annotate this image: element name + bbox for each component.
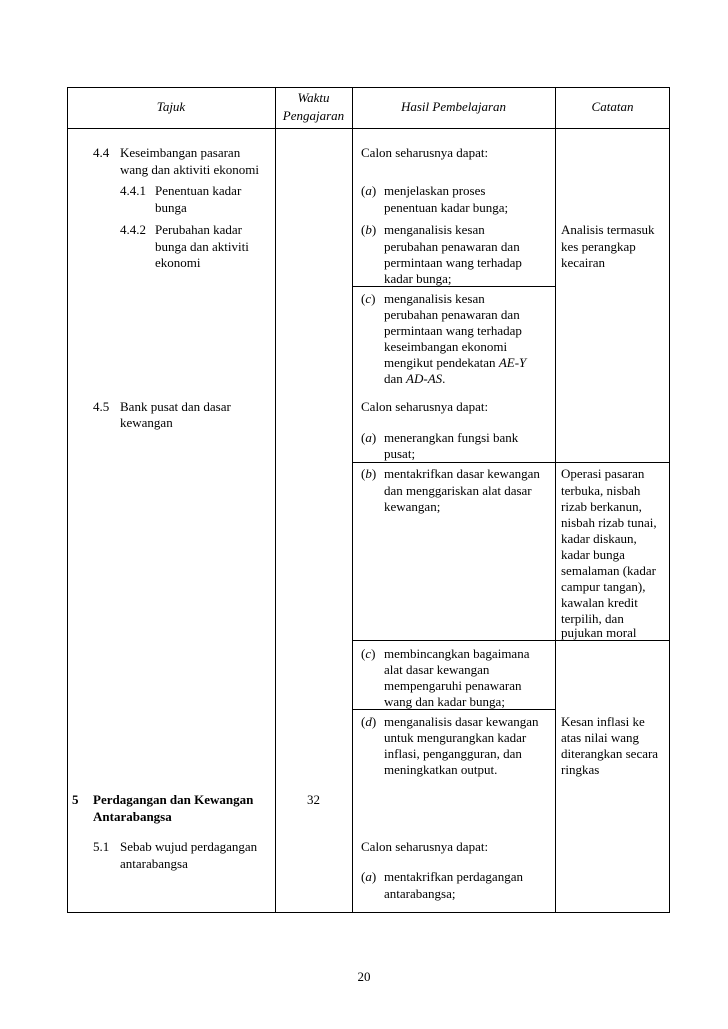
row-rule <box>352 462 670 463</box>
outcome-text: wang dan kadar bunga; <box>384 694 505 709</box>
note-text: semalaman (kadar <box>561 563 656 578</box>
column-divider <box>352 87 353 913</box>
note-text: diterangkan secara <box>561 746 659 761</box>
outcome-text: permintaan wang terhadap <box>384 323 522 338</box>
outcome-text: kewangan; <box>384 499 441 514</box>
outcome-intro: Calon seharusnya dapat: <box>361 399 489 414</box>
outcome-label: c <box>365 646 372 661</box>
note-text: kadar bunga <box>561 547 625 562</box>
outcome-text: menerangkan fungsi bank <box>384 430 519 445</box>
outcome-text: mentakrifkan dasar kewangan <box>384 466 540 481</box>
topic-title: antarabangsa <box>120 856 188 871</box>
note-text: nisbah rizab tunai, <box>561 515 657 530</box>
outcome-text: permintaan wang terhadap <box>384 255 522 270</box>
outcome-text: perubahan penawaran dan <box>384 239 520 254</box>
note-text: Operasi pasaran <box>561 466 645 481</box>
header-hasil-pembelajaran: Hasil Pembelajaran <box>400 99 507 114</box>
header-catatan: Catatan <box>591 99 634 114</box>
outcome-label: c <box>365 291 372 306</box>
row-rule <box>352 286 555 287</box>
header-pengajaran: Pengajaran <box>282 108 345 123</box>
chapter-title: Perdagangan dan Kewangan <box>93 792 254 807</box>
outcome-text: mempengaruhi penawaran <box>384 678 522 693</box>
topic-title: Bank pusat dan dasar <box>120 399 231 414</box>
outcome-text: inflasi, pengangguran, dan <box>384 746 522 761</box>
outcome-text: perubahan penawaran dan <box>384 307 520 322</box>
topic-title: kewangan <box>120 415 173 430</box>
header-tajuk: Tajuk <box>156 99 186 114</box>
outcome-intro: Calon seharusnya dapat: <box>361 145 489 160</box>
outcome-text: keseimbangan ekonomi <box>384 339 508 354</box>
note-text: terpilih, dan <box>561 611 624 626</box>
column-divider <box>275 87 276 913</box>
topic-number: 4.4 <box>93 145 110 160</box>
outcome-text: meningkatkan output. <box>384 762 498 777</box>
subtopic-title: bunga dan aktiviti <box>155 239 249 254</box>
subtopic-number: 4.4.1 <box>120 183 146 198</box>
column-divider <box>555 87 556 913</box>
outcome-text: dan AD-AS. <box>384 371 446 386</box>
outcome-text: pusat; <box>384 446 416 461</box>
outcome-label: a <box>365 183 372 198</box>
outcome-label: a <box>365 869 372 884</box>
teaching-hours: 32 <box>307 792 320 807</box>
outcome-text: membincangkan bagaimana <box>384 646 530 661</box>
note-text: campur tangan), <box>561 579 646 594</box>
outcome-label: a <box>365 430 372 445</box>
subtopic-title: Perubahan kadar <box>155 222 242 237</box>
outcome-intro: Calon seharusnya dapat: <box>361 839 489 854</box>
note-text: kes perangkap <box>561 239 636 254</box>
outcome-text: menganalisis kesan <box>384 291 485 306</box>
chapter-number: 5 <box>72 792 79 807</box>
header-rule <box>67 128 670 129</box>
outcome-label: b <box>365 222 372 237</box>
note-text: kawalan kredit <box>561 595 638 610</box>
page-number: 20 <box>357 969 371 984</box>
subtopic-number: 4.4.2 <box>120 222 146 237</box>
outcome-text: penentuan kadar bunga; <box>384 200 509 215</box>
note-text: Kesan inflasi ke <box>561 714 645 729</box>
topic-title: Sebab wujud perdagangan <box>120 839 258 854</box>
outcome-text: menganalisis kesan <box>384 222 485 237</box>
header-waktu: Waktu <box>297 90 330 105</box>
outcome-label: d <box>365 714 372 729</box>
outcome-text: menganalisis dasar kewangan <box>384 714 539 729</box>
outcome-text: antarabangsa; <box>384 886 456 901</box>
subtopic-title: bunga <box>155 200 187 215</box>
outcome-text: menjelaskan proses <box>384 183 486 198</box>
note-text: pujukan moral <box>561 625 637 640</box>
outcome-label: b <box>365 466 372 481</box>
chapter-title: Antarabangsa <box>93 809 172 824</box>
outcome-text: alat dasar kewangan <box>384 662 490 677</box>
outcome-text: mentakrifkan perdagangan <box>384 869 523 884</box>
note-text: kecairan <box>561 255 606 270</box>
outcome-text: untuk mengurangkan kadar <box>384 730 527 745</box>
row-rule <box>352 709 555 710</box>
note-text: kadar diskaun, <box>561 531 637 546</box>
topic-title: wang dan aktiviti ekonomi <box>120 162 260 177</box>
outcome-text: mengikut pendekatan AE-Y <box>384 355 527 370</box>
topic-number: 4.5 <box>93 399 110 414</box>
subtopic-title: ekonomi <box>155 255 201 270</box>
outcome-text: dan menggariskan alat dasar <box>384 483 532 498</box>
topic-title: Keseimbangan pasaran <box>120 145 241 160</box>
outcome-text: kadar bunga; <box>384 271 452 286</box>
note-text: terbuka, nisbah <box>561 483 641 498</box>
note-text: rizab berkanun, <box>561 499 642 514</box>
note-text: atas nilai wang <box>561 730 639 745</box>
topic-number: 5.1 <box>93 839 110 854</box>
note-text: Analisis termasuk <box>561 222 655 237</box>
subtopic-title: Penentuan kadar <box>155 183 242 198</box>
note-text: ringkas <box>561 762 600 777</box>
